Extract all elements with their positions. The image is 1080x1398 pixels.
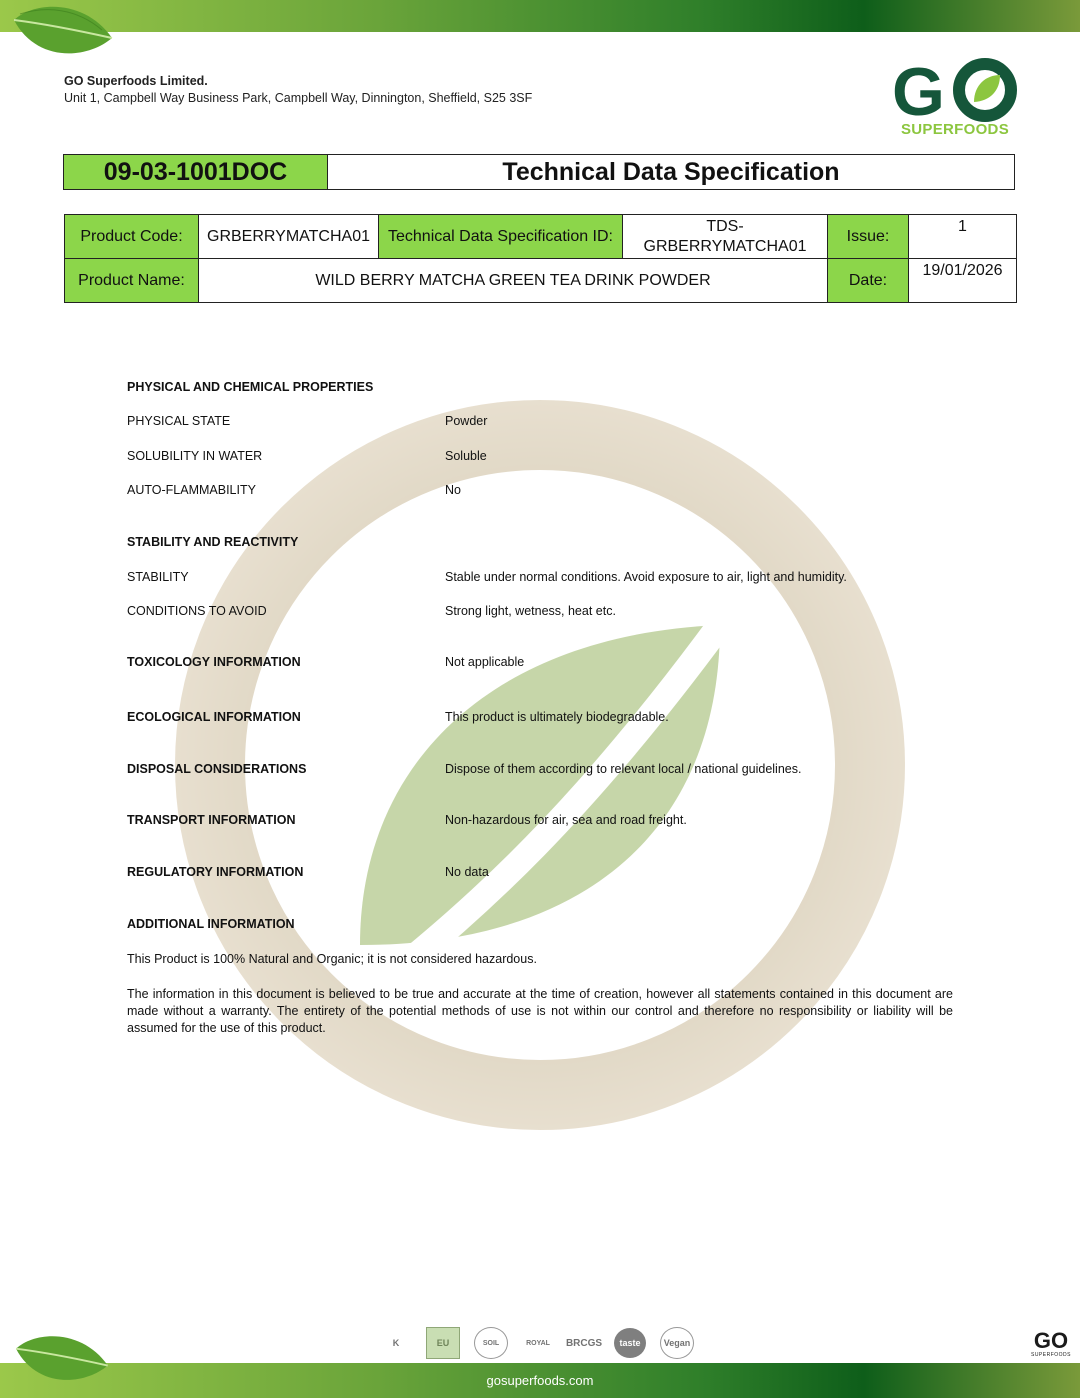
footer-go-logo [1028, 1330, 1074, 1358]
document-title: Technical Data Specification [502, 157, 840, 186]
property-value: Powder [445, 414, 488, 428]
ecological-value: This product is ultimately biodegradable. [445, 710, 669, 724]
property-key: AUTO-FLAMMABILITY [127, 483, 256, 497]
issue-label: Issue: [828, 215, 909, 259]
company-block [64, 73, 532, 107]
company-name: GO Superfoods Limited. [64, 74, 208, 88]
product-info-table [64, 214, 1017, 303]
leaf-decoration-icon [6, 0, 116, 62]
soil-association-icon: SOIL [474, 1327, 508, 1359]
certification-logos [380, 1326, 694, 1360]
eu-organic-icon: EU [426, 1327, 460, 1359]
property-value: Stable under normal conditions. Avoid exposure to air, light and humidity. [445, 570, 847, 584]
issue-value: 1 [909, 215, 1017, 259]
kosher-cert-icon: K [392, 1338, 400, 1348]
additional-paragraph: This Product is 100% Natural and Organic; it is not considered hazardous. [127, 952, 537, 966]
section-title-ecological: ECOLOGICAL INFORMATION [127, 710, 301, 724]
section-title-regulatory: REGULATORY INFORMATION [127, 865, 304, 879]
property-key: STABILITY [127, 570, 189, 584]
tds-id-value: TDS-GRBERRYMATCHA01 [623, 215, 828, 259]
product-code-label: Product Code: [65, 215, 199, 259]
date-value: 19/01/2026 [909, 259, 1017, 303]
transport-value: Non-hazardous for air, sea and road freight. [445, 813, 687, 827]
toxicology-value: Not applicable [445, 655, 525, 669]
regulatory-value: No data [445, 865, 489, 879]
disclaimer-paragraph: The information in this document is believed to be true and accurate at the time of creation, however all statements contained in this document are made without a warranty. The entirety of the potential methods of use is not within our control and therefore no responsibility or liability will be assumed for the use of this product. [127, 987, 953, 1035]
logo-leaf-icon [974, 75, 1000, 102]
vegan-icon: Vegan [660, 1327, 694, 1359]
logo-g-letter: G [892, 55, 945, 130]
footer-go-subtitle: SUPERFOODS [1030, 1352, 1071, 1358]
document-header [63, 154, 1015, 190]
product-name-label: Product Name: [65, 259, 199, 303]
section-title-toxicology: TOXICOLOGY INFORMATION [127, 655, 301, 669]
disposal-value: Dispose of them according to relevant local / national guidelines. [445, 762, 802, 776]
company-address: Unit 1, Campbell Way Business Park, Campbell Way, Dinnington, Sheffield, S25 3SF [64, 91, 533, 105]
property-value: Soluble [445, 449, 487, 463]
brcgs-icon: BRCGS [565, 1337, 603, 1349]
document-number: 09-03-1001DOC [64, 155, 328, 189]
property-value: No [445, 483, 461, 497]
footer-go-mark: GO [1033, 1328, 1069, 1353]
logo-subtitle: SUPERFOODS [900, 121, 1009, 138]
tds-id-label: Technical Data Specification ID: [379, 215, 623, 259]
top-gradient-band [0, 0, 1080, 32]
product-name-value: WILD BERRY MATCHA GREEN TEA DRINK POWDER [199, 259, 828, 303]
product-code-value: GRBERRYMATCHA01 [199, 215, 379, 259]
property-value: Strong light, wetness, heat etc. [445, 604, 616, 618]
date-label: Date: [828, 259, 909, 303]
property-key: CONDITIONS TO AVOID [127, 604, 267, 618]
royal-warrant-icon: ROYAL [526, 1339, 550, 1347]
great-taste-icon: taste [614, 1328, 646, 1358]
website-link[interactable]: gosuperfoods.com [486, 1373, 594, 1388]
property-key: PHYSICAL STATE [127, 414, 231, 428]
section-title-transport: TRANSPORT INFORMATION [127, 813, 296, 827]
section-title-disposal: DISPOSAL CONSIDERATIONS [127, 762, 307, 776]
property-key: SOLUBILITY IN WATER [127, 449, 263, 463]
